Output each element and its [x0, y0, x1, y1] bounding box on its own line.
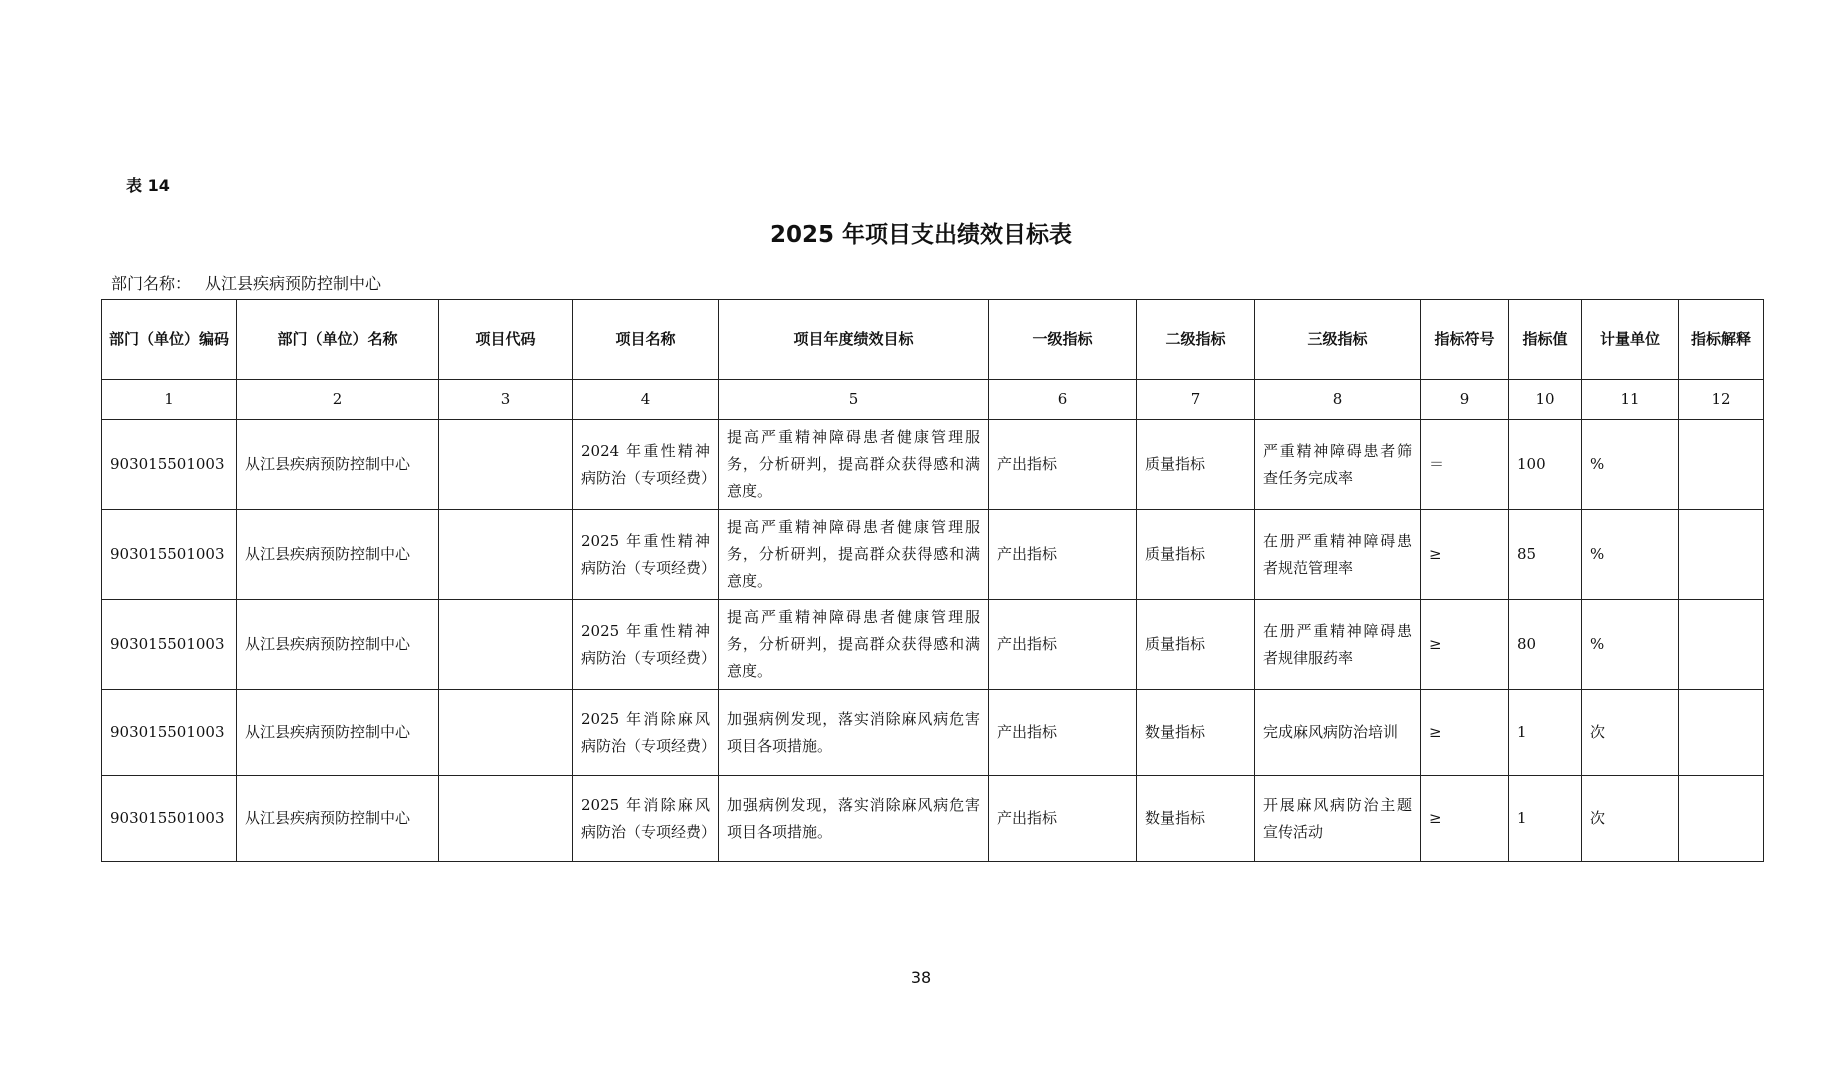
- column-number: 1: [102, 380, 237, 420]
- explanation-cell: [1679, 776, 1764, 862]
- level2-indicator-cell: 质量指标: [1137, 420, 1255, 510]
- page-number: 38: [910, 968, 932, 987]
- column-number: 10: [1509, 380, 1582, 420]
- project-code-cell: [439, 510, 573, 600]
- column-number: 11: [1582, 380, 1679, 420]
- column-header: 二级指标: [1137, 300, 1255, 380]
- project-name-cell: 2025 年重性精神病防治（专项经费）: [573, 600, 719, 690]
- column-header: 三级指标: [1255, 300, 1421, 380]
- unit-cell: %: [1582, 510, 1679, 600]
- project-code-cell: [439, 776, 573, 862]
- column-number: 7: [1137, 380, 1255, 420]
- dept-code-cell: 903015501003: [102, 420, 237, 510]
- dept-code-cell: 903015501003: [102, 600, 237, 690]
- project-name-cell: 2024 年重性精神病防治（专项经费）: [573, 420, 719, 510]
- page-title: 2025 年项目支出绩效目标表: [769, 222, 1073, 248]
- unit-cell: 次: [1582, 690, 1679, 776]
- indicator-symbol-cell: ≥: [1421, 510, 1509, 600]
- header-row: [102, 300, 1764, 380]
- project-name-cell: 2025 年消除麻风病防治（专项经费）: [573, 776, 719, 862]
- indicator-symbol-cell: ≥: [1421, 600, 1509, 690]
- department-label: 部门名称：: [111, 274, 192, 293]
- indicator-symbol-cell: ≥: [1421, 776, 1509, 862]
- explanation-cell: [1679, 690, 1764, 776]
- level1-indicator-cell: 产出指标: [989, 600, 1137, 690]
- dept-code-cell: 903015501003: [102, 510, 237, 600]
- table-row: [102, 600, 1764, 690]
- annual-goal-cell: 加强病例发现，落实消除麻风病危害项目各项措施。: [719, 776, 989, 862]
- level3-indicator-cell: 开展麻风病防治主题宣传活动: [1255, 776, 1421, 862]
- level1-indicator-cell: 产出指标: [989, 420, 1137, 510]
- column-header: 项目名称: [573, 300, 719, 380]
- indicator-value-cell: 100: [1509, 420, 1582, 510]
- indicator-value-cell: 1: [1509, 690, 1582, 776]
- table-row: [102, 510, 1764, 600]
- level3-indicator-cell: 完成麻风病防治培训: [1255, 690, 1421, 776]
- explanation-cell: [1679, 600, 1764, 690]
- column-header: 部门（单位）编码: [102, 300, 237, 380]
- column-number: 12: [1679, 380, 1764, 420]
- column-number: 6: [989, 380, 1137, 420]
- column-header: 项目代码: [439, 300, 573, 380]
- project-name-cell: 2025 年重性精神病防治（专项经费）: [573, 510, 719, 600]
- table-row: [102, 420, 1764, 510]
- annual-goal-cell: 提高严重精神障碍患者健康管理服务，分析研判，提高群众获得感和满意度。: [719, 420, 989, 510]
- column-header: 指标值: [1509, 300, 1582, 380]
- dept-code-cell: 903015501003: [102, 776, 237, 862]
- unit-cell: %: [1582, 600, 1679, 690]
- column-header: 指标解释: [1679, 300, 1764, 380]
- level2-indicator-cell: 数量指标: [1137, 776, 1255, 862]
- explanation-cell: [1679, 420, 1764, 510]
- column-header: 计量单位: [1582, 300, 1679, 380]
- annual-goal-cell: 加强病例发现，落实消除麻风病危害项目各项措施。: [719, 690, 989, 776]
- column-header: 部门（单位）名称: [237, 300, 439, 380]
- table-number-label: 表 14: [126, 176, 170, 195]
- dept-name-cell: 从江县疾病预防控制中心: [237, 420, 439, 510]
- level3-indicator-cell: 严重精神障碍患者筛查任务完成率: [1255, 420, 1421, 510]
- level3-indicator-cell: 在册严重精神障碍患者规律服药率: [1255, 600, 1421, 690]
- department-line: [111, 271, 381, 294]
- column-number: 9: [1421, 380, 1509, 420]
- column-header: 指标符号: [1421, 300, 1509, 380]
- project-code-cell: [439, 600, 573, 690]
- level2-indicator-cell: 数量指标: [1137, 690, 1255, 776]
- column-number-row: [102, 380, 1764, 420]
- table-row: [102, 690, 1764, 776]
- project-code-cell: [439, 690, 573, 776]
- indicator-value-cell: 80: [1509, 600, 1582, 690]
- level1-indicator-cell: 产出指标: [989, 776, 1137, 862]
- dept-name-cell: 从江县疾病预防控制中心: [237, 776, 439, 862]
- project-code-cell: [439, 420, 573, 510]
- column-number: 3: [439, 380, 573, 420]
- project-name-cell: 2025 年消除麻风病防治（专项经费）: [573, 690, 719, 776]
- column-header: 一级指标: [989, 300, 1137, 380]
- indicator-value-cell: 85: [1509, 510, 1582, 600]
- department-value: 从江县疾病预防控制中心: [205, 274, 382, 293]
- annual-goal-cell: 提高严重精神障碍患者健康管理服务，分析研判，提高群众获得感和满意度。: [719, 510, 989, 600]
- annual-goal-cell: 提高严重精神障碍患者健康管理服务，分析研判，提高群众获得感和满意度。: [719, 600, 989, 690]
- column-header: 项目年度绩效目标: [719, 300, 989, 380]
- level2-indicator-cell: 质量指标: [1137, 510, 1255, 600]
- level1-indicator-cell: 产出指标: [989, 510, 1137, 600]
- dept-code-cell: 903015501003: [102, 690, 237, 776]
- explanation-cell: [1679, 510, 1764, 600]
- table-row: [102, 776, 1764, 862]
- performance-goals-table: [101, 299, 1764, 862]
- column-number: 2: [237, 380, 439, 420]
- level3-indicator-cell: 在册严重精神障碍患者规范管理率: [1255, 510, 1421, 600]
- indicator-value-cell: 1: [1509, 776, 1582, 862]
- column-number: 5: [719, 380, 989, 420]
- dept-name-cell: 从江县疾病预防控制中心: [237, 600, 439, 690]
- dept-name-cell: 从江县疾病预防控制中心: [237, 690, 439, 776]
- dept-name-cell: 从江县疾病预防控制中心: [237, 510, 439, 600]
- column-number: 8: [1255, 380, 1421, 420]
- unit-cell: 次: [1582, 776, 1679, 862]
- level2-indicator-cell: 质量指标: [1137, 600, 1255, 690]
- indicator-symbol-cell: ≥: [1421, 690, 1509, 776]
- unit-cell: %: [1582, 420, 1679, 510]
- level1-indicator-cell: 产出指标: [989, 690, 1137, 776]
- indicator-symbol-cell: ＝: [1421, 420, 1509, 510]
- column-number: 4: [573, 380, 719, 420]
